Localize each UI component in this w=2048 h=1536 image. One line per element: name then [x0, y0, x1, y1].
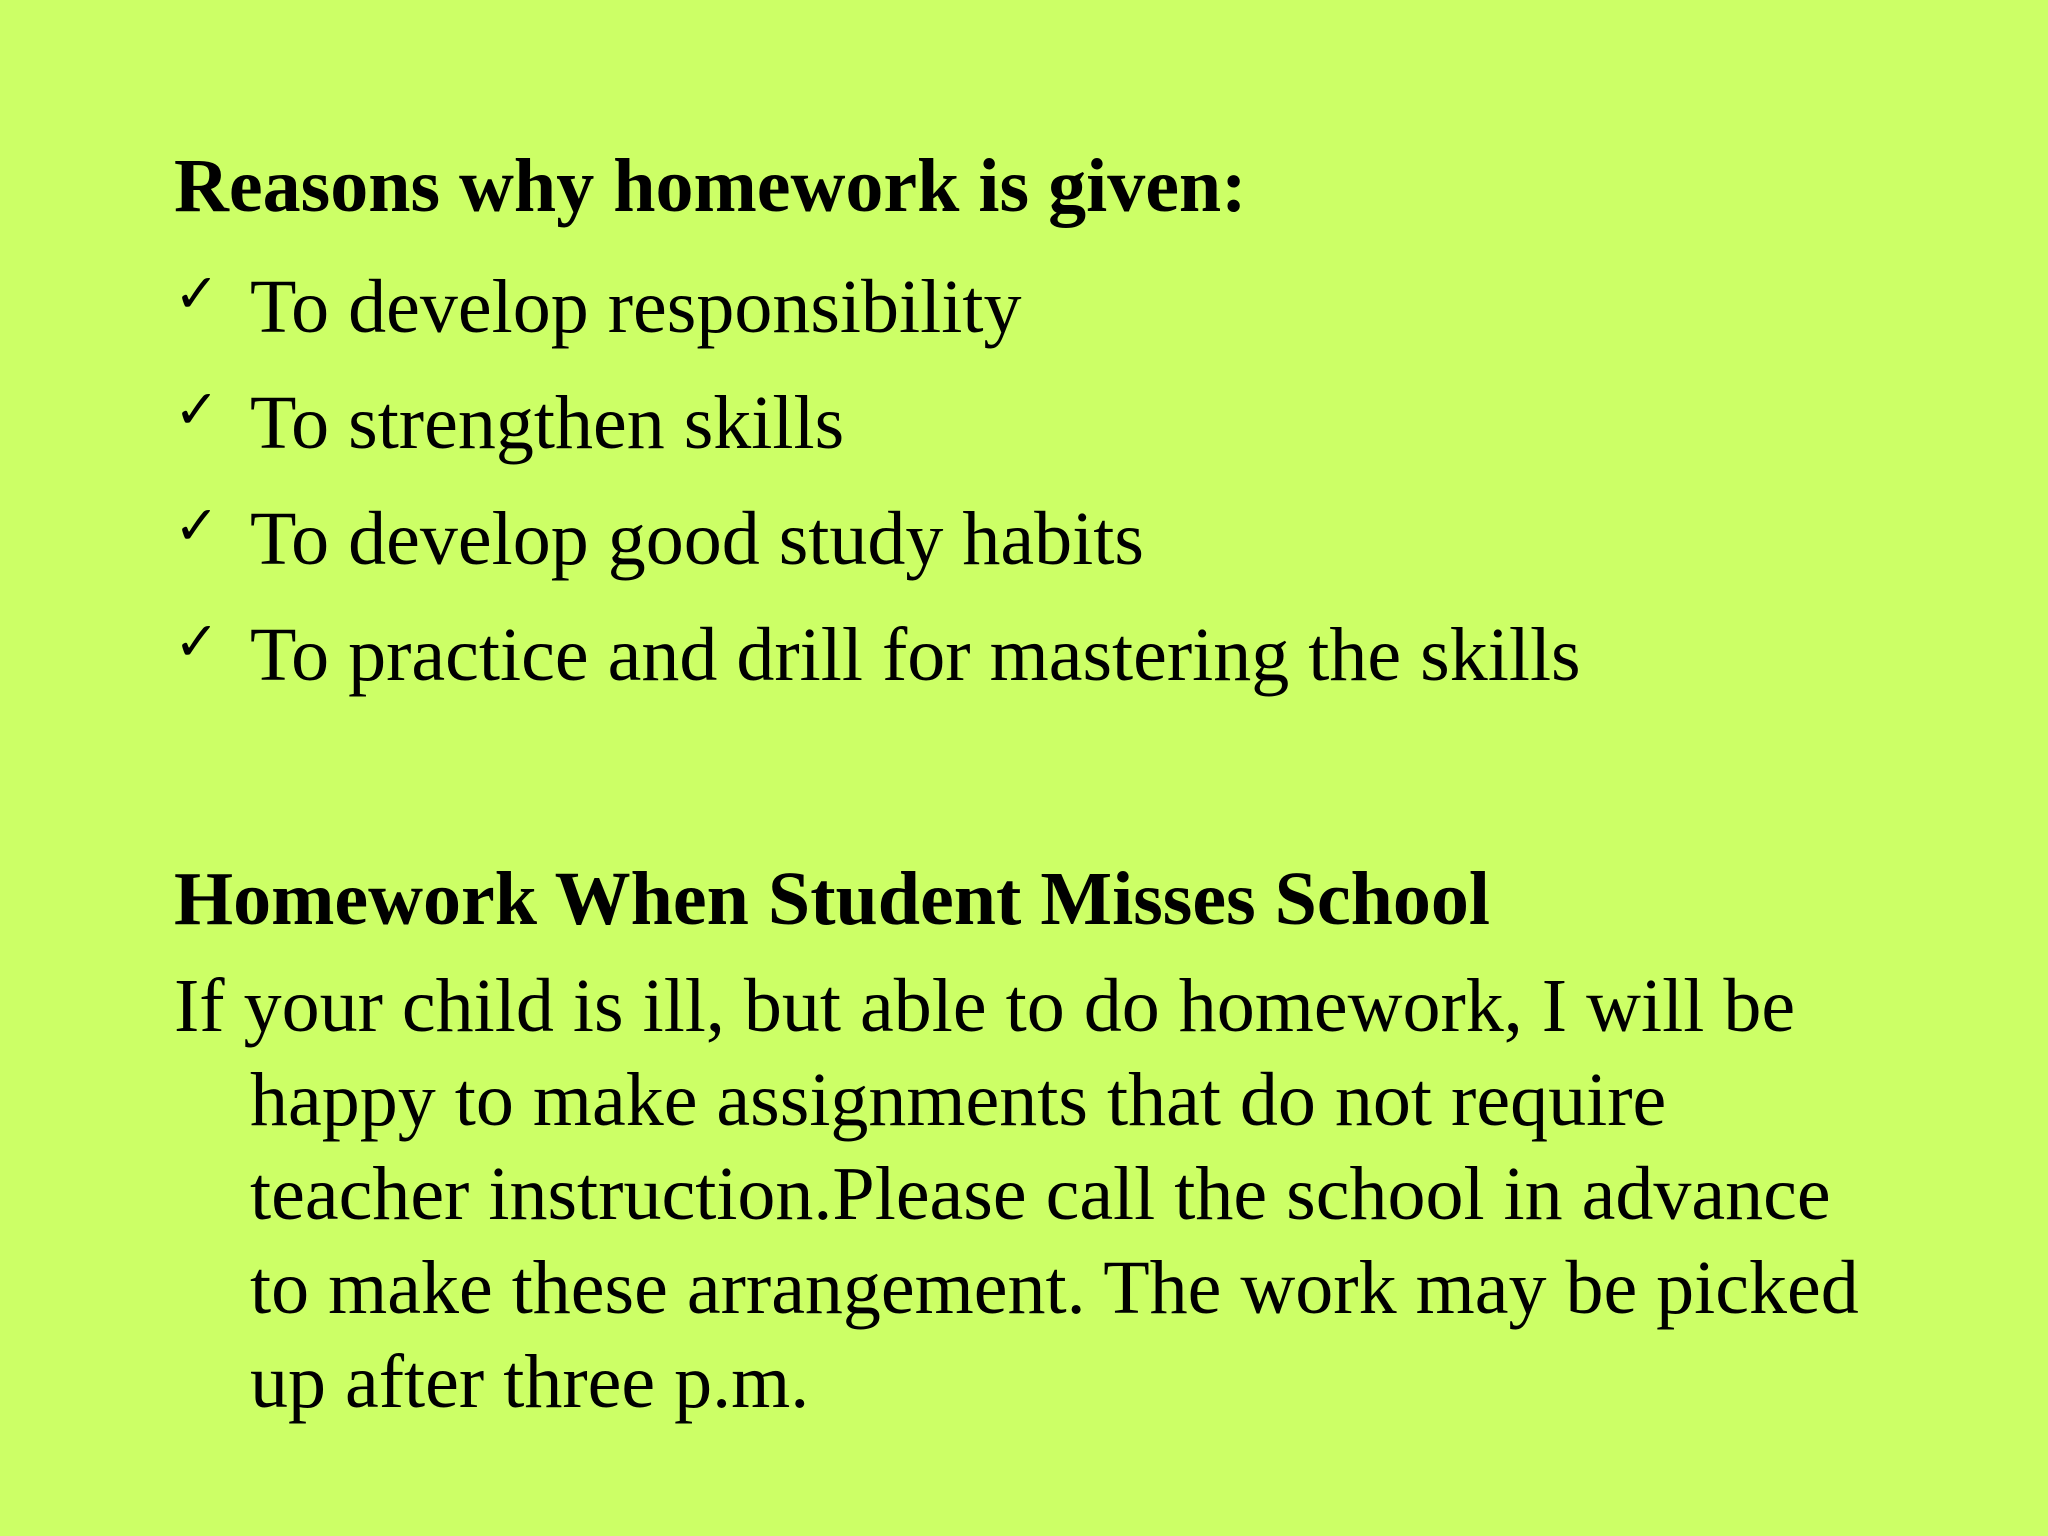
- missed-school-paragraph: If your child is ill, but able to do homework, I will be happy to make assignments that do not require teacher instruction.Please call the school in advance to make these arrangement. The work may be picked up after three p.m.: [174, 964, 1859, 1424]
- reasons-list: [174, 249, 2048, 713]
- list-item-text: To develop responsibility: [250, 265, 1022, 349]
- checkmark-icon: ✓: [174, 378, 220, 441]
- missed-school-heading: Homework When Student Misses School: [174, 857, 1491, 941]
- list-item: [174, 365, 2048, 481]
- list-item: [174, 597, 2048, 713]
- list-item: [174, 249, 2048, 365]
- reasons-section: [174, 138, 2048, 713]
- checkmark-icon: ✓: [174, 262, 220, 325]
- list-item-text: To practice and drill for mastering the skills: [250, 613, 1581, 697]
- list-item-text: To develop good study habits: [250, 497, 1144, 581]
- list-item-text: To strengthen skills: [250, 381, 845, 465]
- list-item: [174, 481, 2048, 597]
- checkmark-icon: ✓: [174, 494, 220, 557]
- checkmark-icon: ✓: [174, 610, 220, 673]
- missed-school-section: [174, 851, 2048, 1429]
- reasons-heading: Reasons why homework is given:: [174, 144, 1247, 228]
